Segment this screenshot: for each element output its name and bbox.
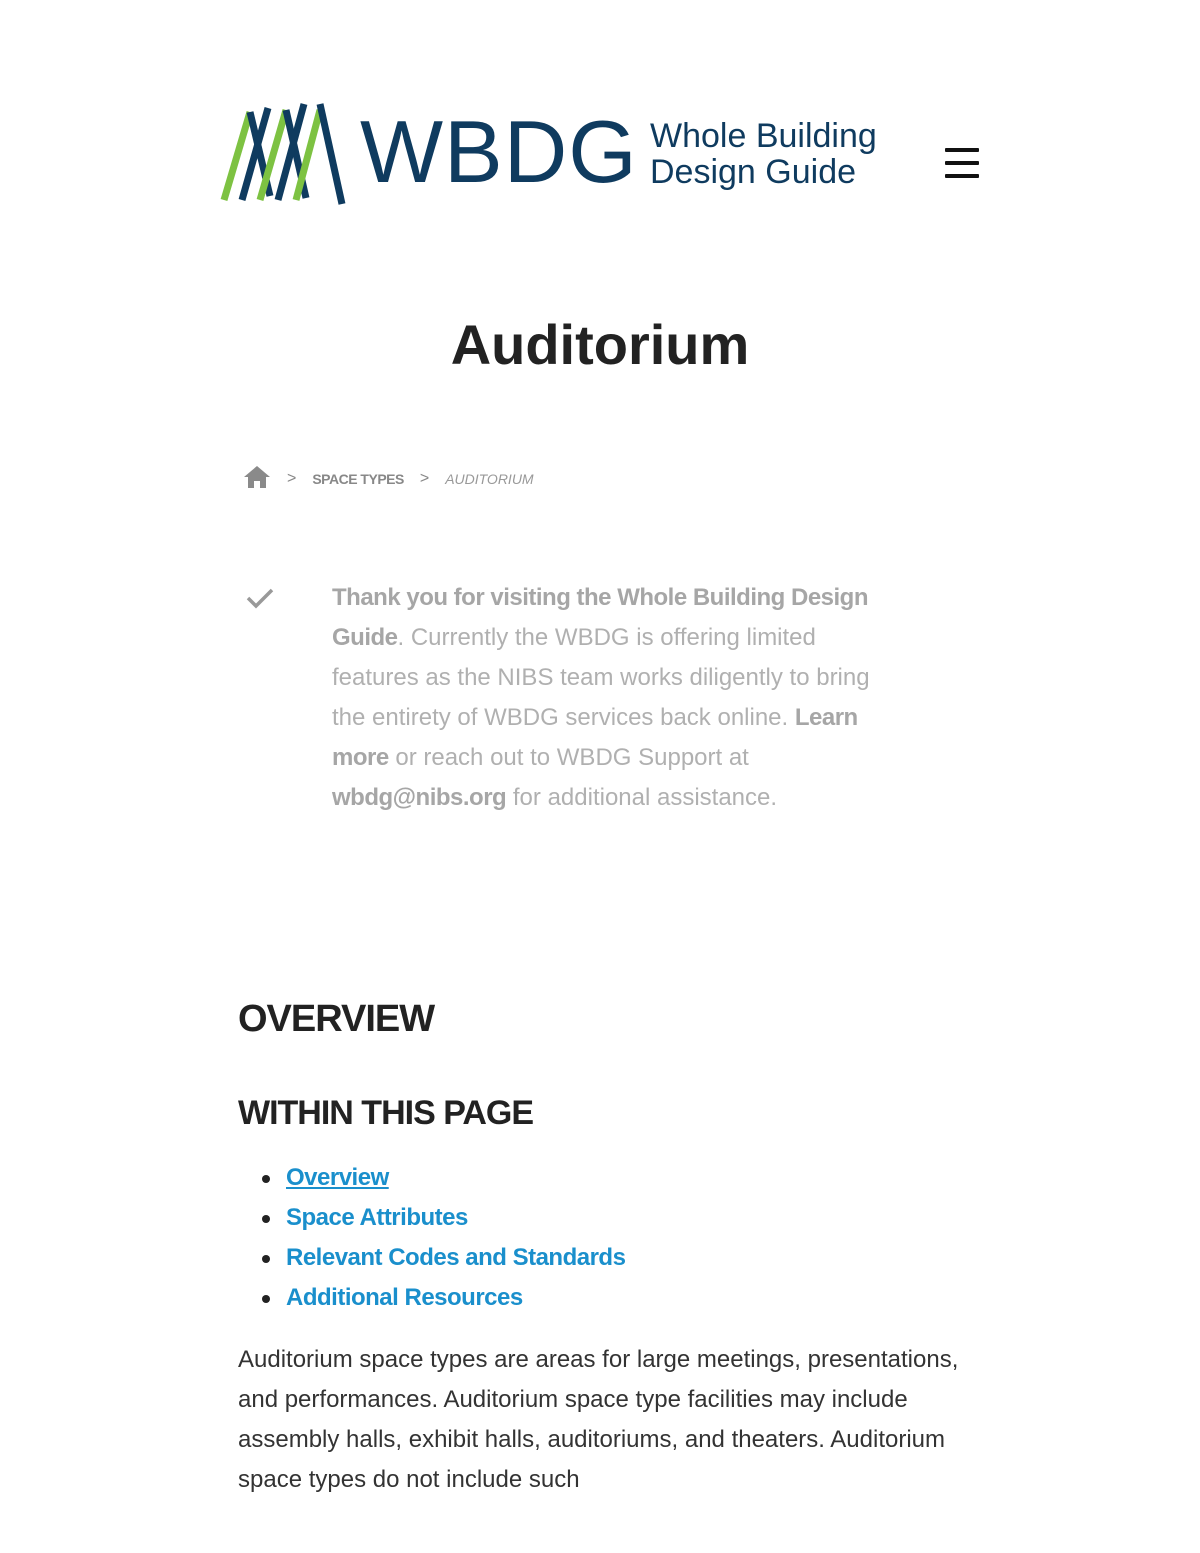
notice-text-2: or reach out to WBDG Support at <box>388 744 749 771</box>
menu-bar <box>945 161 979 165</box>
support-email-link[interactable]: wbdg@nibs.org <box>332 784 507 811</box>
list-item <box>238 1158 625 1198</box>
within-this-page-heading: WITHIN THIS PAGE <box>238 1094 534 1132</box>
notice-text-3: for additional assistance. <box>506 784 778 811</box>
overview-heading: OVERVIEW <box>238 998 435 1040</box>
menu-bar <box>945 148 979 152</box>
breadcrumb-current: AUDITORIUM <box>445 471 534 487</box>
toc-link-overview[interactable]: Overview <box>286 1164 389 1191</box>
page-toc <box>238 1158 625 1318</box>
home-icon[interactable] <box>243 465 271 494</box>
list-item <box>238 1278 625 1318</box>
breadcrumb-space-types[interactable]: SPACE TYPES <box>312 471 404 487</box>
list-item <box>238 1198 625 1238</box>
page-title: Auditorium <box>450 313 750 376</box>
logo-tagline <box>650 118 877 190</box>
logo-wordmark[interactable]: WBDG <box>360 102 638 201</box>
breadcrumb <box>243 464 534 494</box>
logo-tagline-line2: Design Guide <box>650 153 857 191</box>
toc-link-codes-standards[interactable]: Relevant Codes and Standards <box>286 1244 626 1271</box>
wbdg-logo-mark-icon[interactable] <box>220 100 350 213</box>
toc-link-additional-resources[interactable]: Additional Resources <box>286 1284 523 1311</box>
checkmark-icon <box>245 586 275 615</box>
overview-paragraph: Auditorium space types are areas for large meetings, presentations, and performances. Auditorium space type facilities may include assembly halls, exhibit halls, auditoriums, and theaters. Auditorium space types do not include such <box>238 1346 959 1493</box>
learn-more-link[interactable]: Learn more <box>332 704 858 771</box>
list-item <box>238 1238 625 1278</box>
breadcrumb-separator: > <box>287 470 297 487</box>
breadcrumb-separator: > <box>419 470 430 487</box>
notice-bold-intro: Thank you for visiting the Whole Building Design Guide <box>332 584 869 651</box>
notice-text-1: . Currently the WBDG is offering limited features as the NIBS team works diligently to bring the entirety of WBDG services back online. <box>332 624 870 731</box>
logo-tagline-line1: Whole Building <box>650 117 877 155</box>
hamburger-menu-icon[interactable] <box>945 148 979 178</box>
menu-bar <box>945 174 979 178</box>
site-header <box>220 100 990 210</box>
toc-link-space-attributes[interactable]: Space Attributes <box>286 1204 468 1231</box>
notice-message <box>332 578 872 818</box>
